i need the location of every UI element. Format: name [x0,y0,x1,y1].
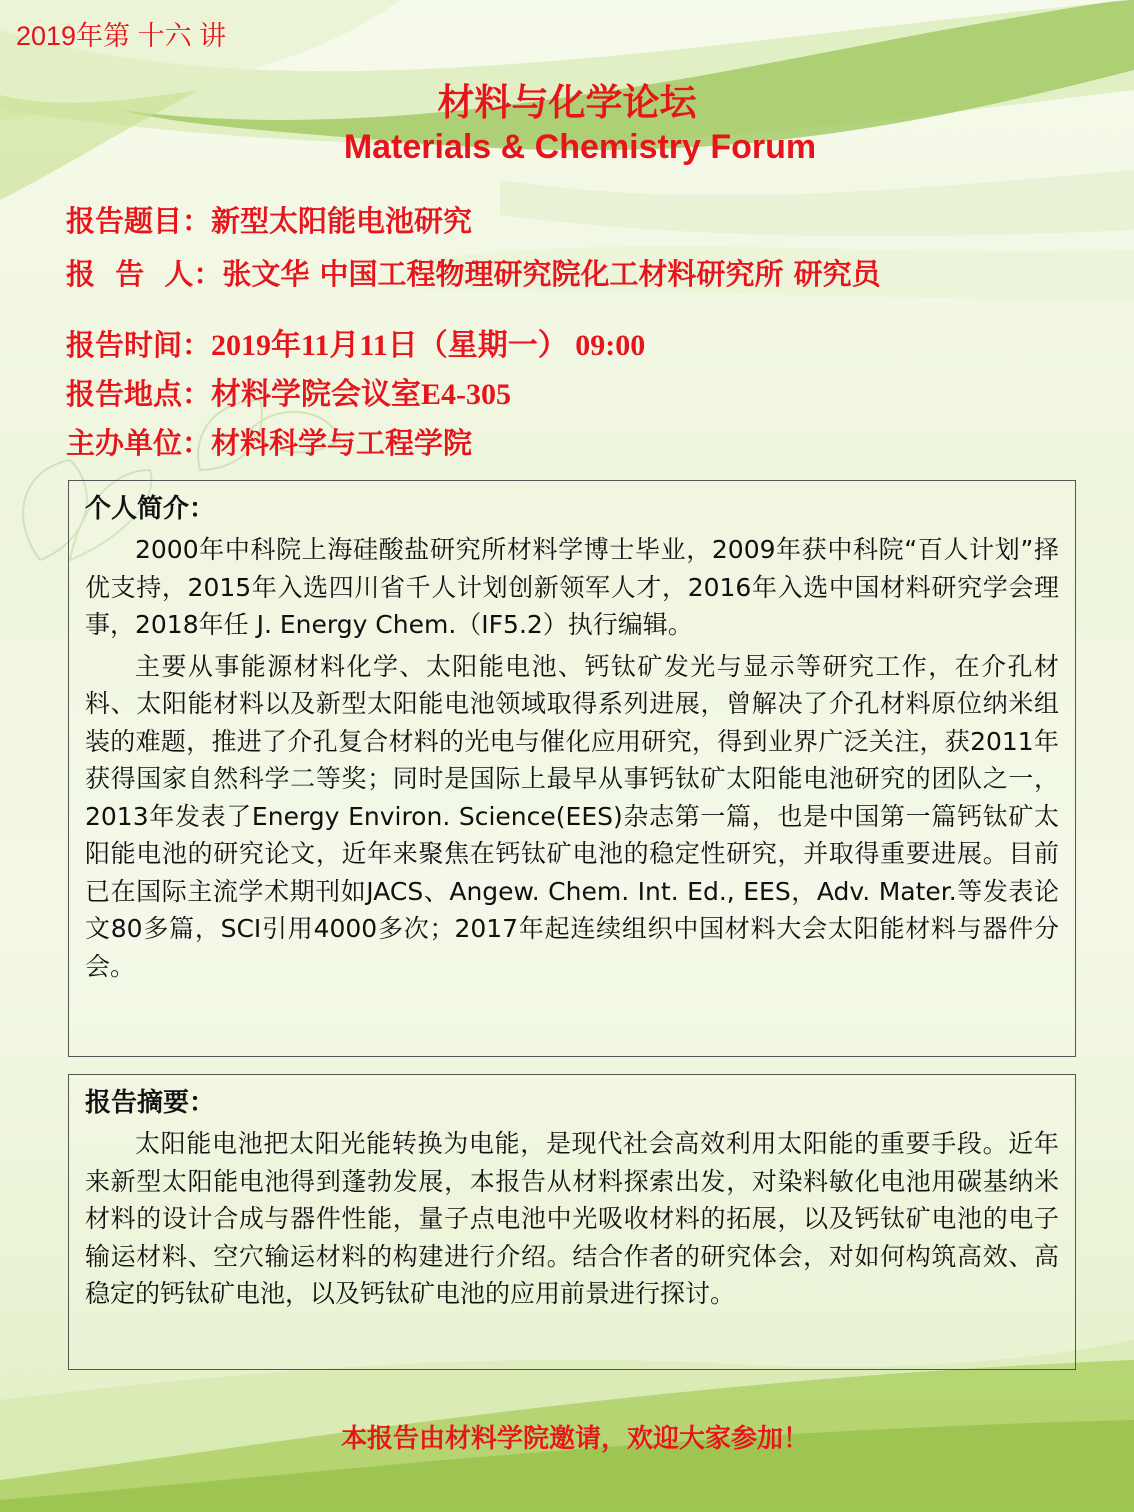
info-time [66,320,645,364]
bio-box [68,480,1076,1057]
info-place [66,369,511,413]
info-speaker [66,252,881,293]
time-value: 2019年11月11日（星期一） 09:00 [211,329,646,362]
speaker-value: 张文华 中国工程物理研究院化工材料研究所 研究员 [222,257,881,291]
bio-heading: 个人简介： [85,494,216,524]
place-value: 材料学院会议室E4-305 [211,378,512,411]
speaker-label: 报 告 人： [66,257,223,291]
info-topic [66,199,472,240]
topic-label: 报告题目： [66,204,212,238]
time-label: 报告时间： [66,328,212,362]
lecture-series-label: 2019年第 十六 讲 [16,21,227,51]
forum-title-cn: 材料与化学论坛 [437,81,697,124]
abstract-box [68,1074,1076,1370]
forum-title-en: Materials & Chemistry Forum [343,128,817,166]
bio-paragraph: 主要从事能源材料化学、太阳能电池、钙钛矿发光与显示等研究工作，在介孔材料、太阳能材料以及新型太阳能电池领域取得系列进展，曾解决了介孔材料原位纳米组装的难题，推进了介孔复合材料的光电与催化应用研究，得到业界广泛关注，获2011年获得国家自然科学二等奖；同时是国际上最早从事钙钛矿太阳能电池研究的团队之一，2013年发表了Energy Environ. Science(EES)杂志第一篇，也是中国第一篇钙钛矿太阳能电池的研究论文，近年来聚焦在钙钛矿电池的稳定性研究，并取得重要进展。目前已在国际主流学术期刊如JACS、Angew. Chem. Int. Ed., EES，Adv. Mater.等发表论文80多篇，SCI引用4000多次；2017年起连续组织中国材料大会太阳能材料与器件分会。 [85,651,1059,981]
host-label: 主办单位： [66,426,212,460]
bio-paragraph: 2000年中科院上海硅酸盐研究所材料学博士毕业，2009年获中科院“百人计划”择优支持，2015年入选四川省千人计划创新领军人才，2016年入选中国材料研究学会理事，2018年任 J. Energy Chem.（IF5.2）执行编辑。 [85,535,1059,639]
abstract-heading: 报告摘要： [85,1088,216,1118]
host-value: 材料科学与工程学院 [211,426,473,460]
footer-invitation: 本报告由材料学院邀请，欢迎大家参加！ [340,1424,809,1454]
info-host [66,421,472,462]
place-label: 报告地点： [66,377,212,411]
abstract-paragraph: 太阳能电池把太阳光能转换为电能，是现代社会高效利用太阳能的重要手段。近年来新型太阳能电池得到蓬勃发展，本报告从材料探索出发，对染料敏化电池用碳基纳米材料的设计合成与器件性能，量子点电池中光吸收材料的拓展，以及钙钛矿电池的电子输运材料、空穴输运材料的构建进行介绍。结合作者的研究体会，对如何构筑高效、高稳定的钙钛矿电池，以及钙钛矿电池的应用前景进行探讨。 [85,1129,1059,1308]
topic-value: 新型太阳能电池研究 [211,204,473,238]
